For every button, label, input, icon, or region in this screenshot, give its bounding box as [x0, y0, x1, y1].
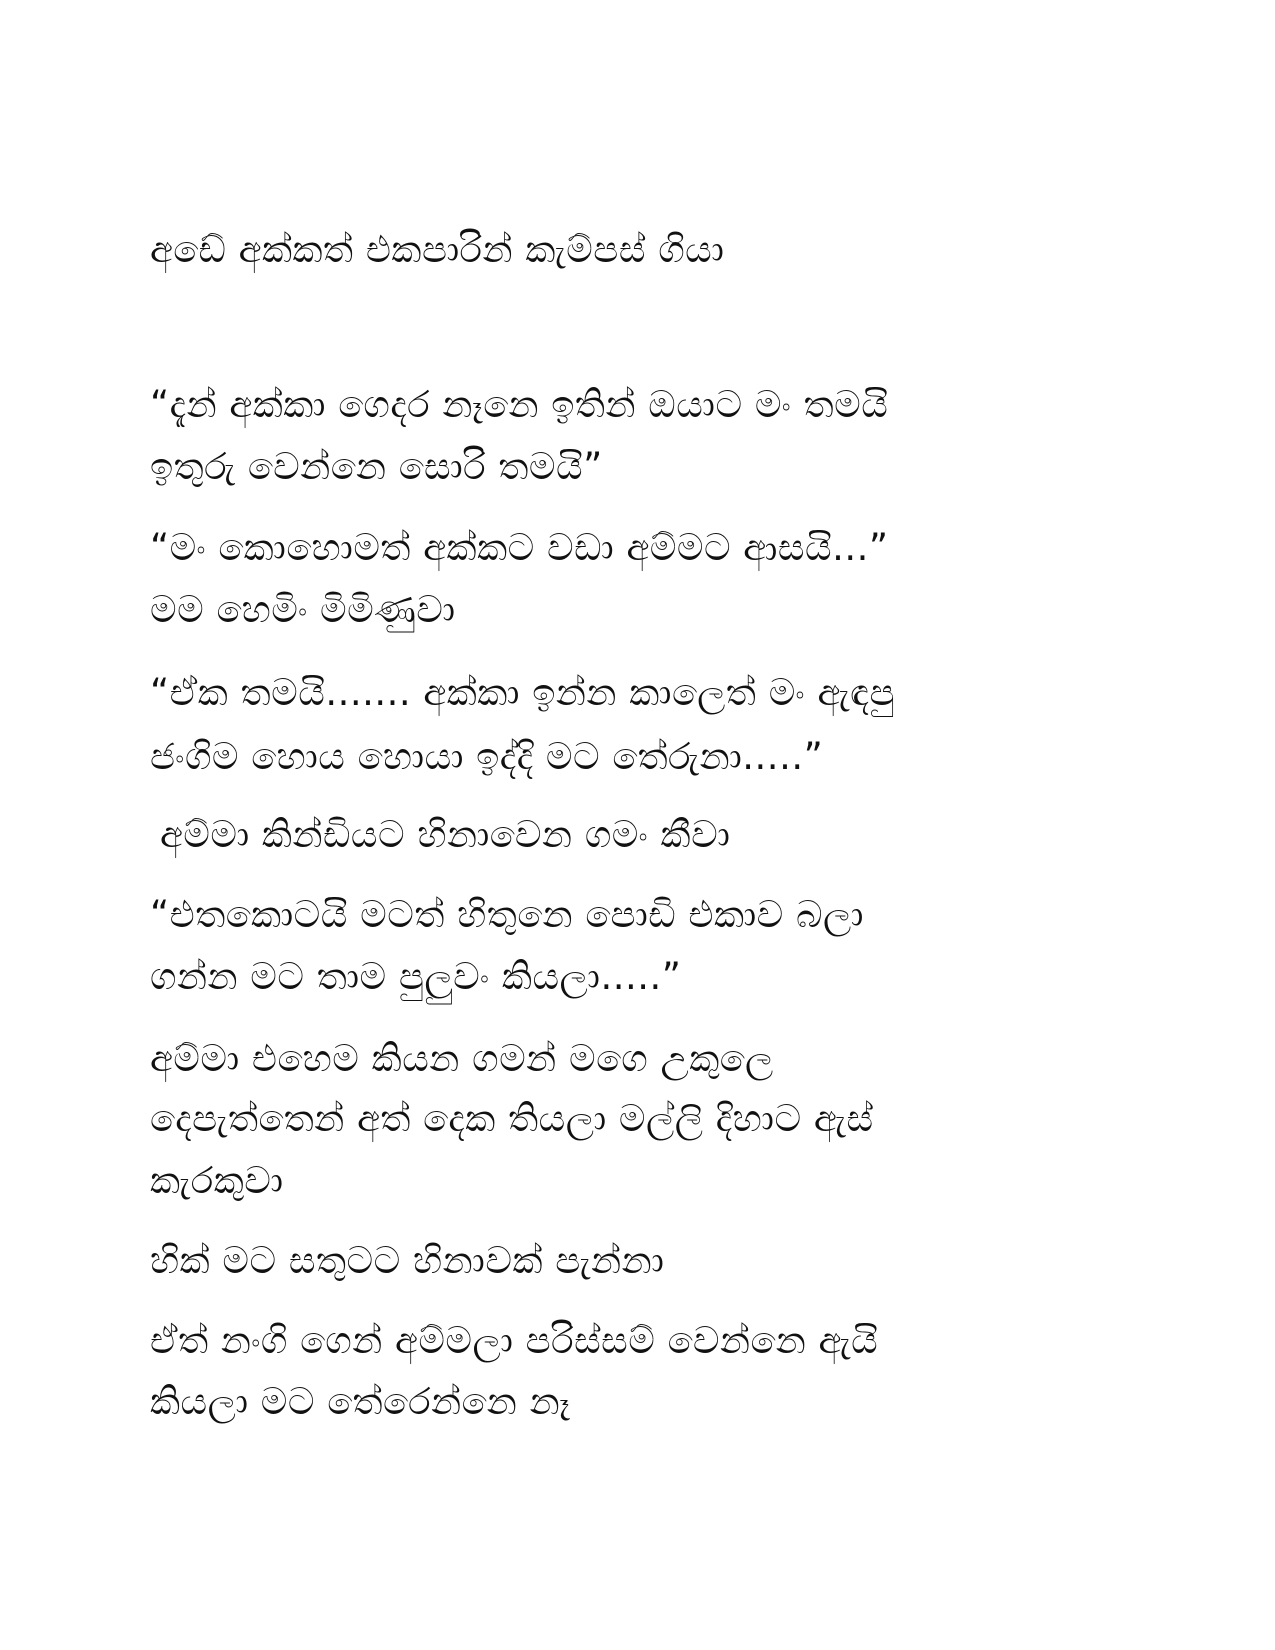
- text-line: අඩේ අක්කත් එකපාරින් කැම්පස් ගියා: [150, 228, 725, 271]
- text-line: මම හෙමිං මිමිණුවා: [150, 588, 456, 631]
- text-line: “ඒක තමයි....... අක්කා ඉන්න කාලෙත් මං ඇඳපු: [150, 671, 895, 714]
- text-line: අම්මා එහෙම කියන ගමන් මගෙ උකුලෙ: [150, 1037, 774, 1080]
- text-line: “මං කොහොමත් අක්කට වඩා අම්මට ආසයි...”: [150, 526, 889, 569]
- text-line: ඉතුරු වෙන්නෙ සොරි තමයි”: [150, 445, 603, 488]
- text-line: දෙපැත්තෙන් අත් දෙක තියලා මල්ලි දිහාට ඇස්: [150, 1097, 874, 1140]
- text-line: කැරකුවා: [150, 1159, 284, 1202]
- text-line: ගන්න මට තාම පුලුවං කියලා.....”: [150, 955, 682, 998]
- text-line: ඒත් නංගි ගෙන් අම්මලා පරිස්සම් වෙන්නෙ ඇයි: [150, 1319, 879, 1362]
- text-line: හික් මට සතුටට හිනාවක් පැන්නා: [150, 1239, 665, 1282]
- text-line: “එතකොටයි මටත් හිතුනෙ පොඩි එකාව බලා: [150, 893, 864, 936]
- text-line: අම්මා කින්ඩියට හිනාවෙන ගමං කීවා: [160, 813, 731, 856]
- text-line: ජංගිම හොය හොයා ඉද්දි මට තේරුනා.....”: [150, 735, 824, 778]
- text-line: “දැන් අක්කා ගෙදර නෑනෙ ඉතින් ඔයාට මං තමයි: [150, 383, 889, 426]
- text-line: කියලා මට තේරෙන්නෙ නෑ: [150, 1380, 571, 1423]
